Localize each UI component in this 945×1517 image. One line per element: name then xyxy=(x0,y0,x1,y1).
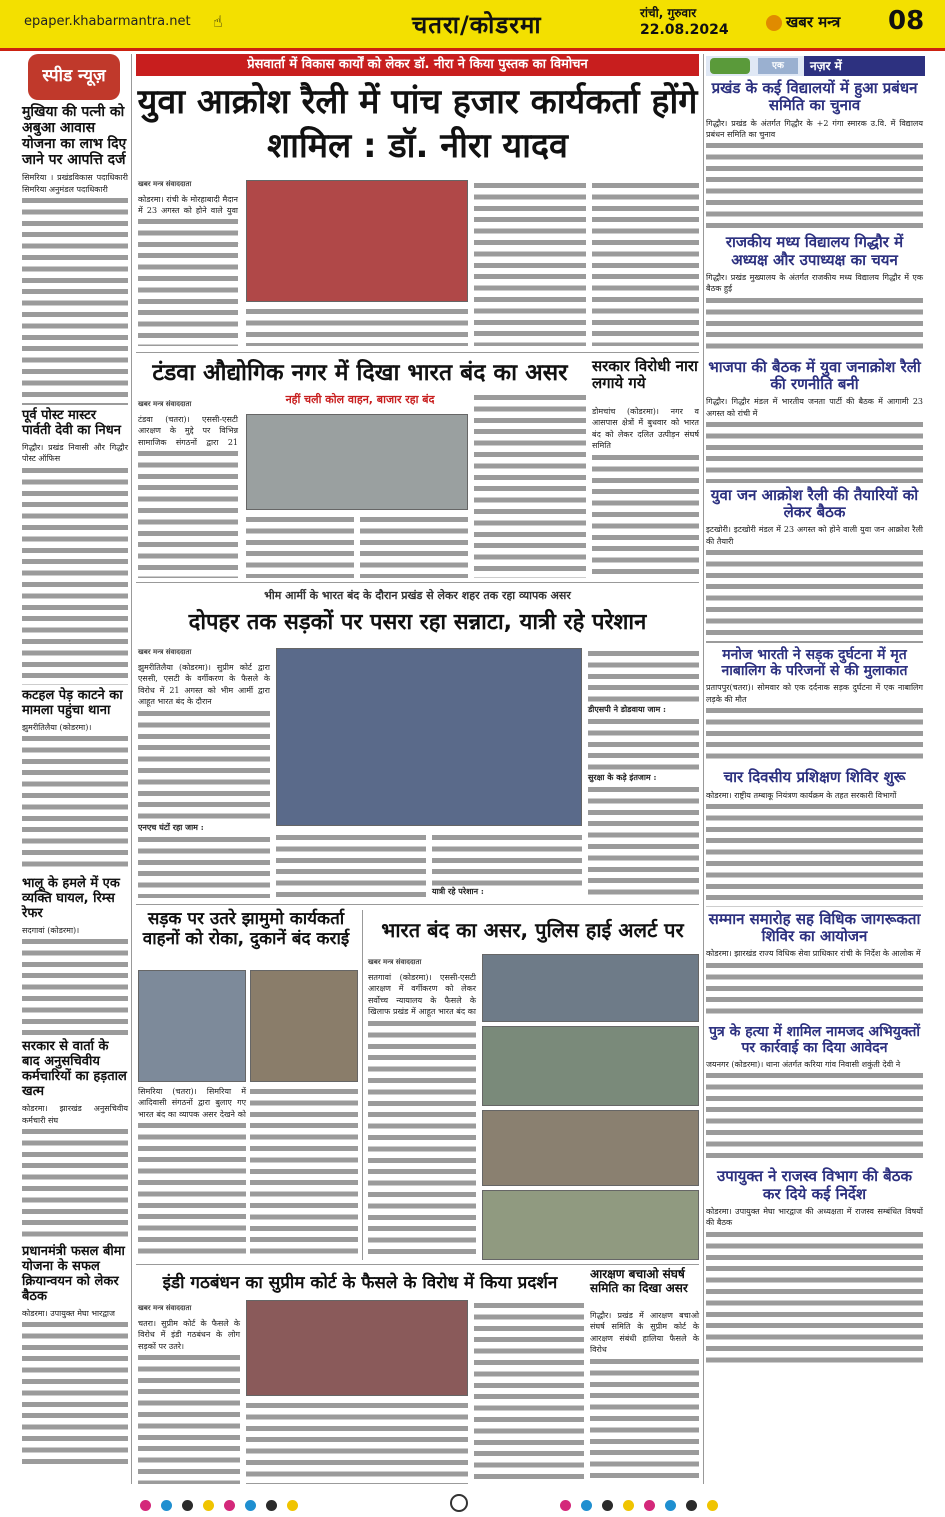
dumri-lead: डोमचांच (कोडरमा)। नगर व आसपास क्षेत्रों में बुधवार को भारत बंद को लेकर दलित उत्पीड़न संघर्ष समिति xyxy=(592,407,699,451)
speed-body-2 xyxy=(22,465,128,685)
speed-lead-5: कोडरमा। झारखंड अनुसचिवीय कर्मचारी संघ xyxy=(22,1104,128,1125)
column-rule-left xyxy=(131,54,132,1484)
right-lead-7: कोडरमा। झारखंड राज्य विधिक सेवा प्राधिकार रांची के निर्देश के आलोक में xyxy=(706,949,921,959)
section-title: चतरा/कोडरमा xyxy=(412,11,542,39)
rule-alert xyxy=(136,1264,699,1265)
right-lead-8: जयनगर (कोडरमा)। थाना अंतर्गत करिया गांव निवासी शकुंती देवी ने xyxy=(706,1060,901,1069)
footer-color-dot xyxy=(686,1500,697,1511)
footer-color-dot xyxy=(560,1500,571,1511)
sannata-body-col4b xyxy=(588,716,699,770)
tandwa-body-col4 xyxy=(474,392,586,578)
masthead xyxy=(0,0,945,48)
footer-color-dot xyxy=(266,1500,277,1511)
right-body-8 xyxy=(706,1070,923,1164)
rule-jmm xyxy=(362,910,363,1260)
right-body-1 xyxy=(706,140,923,230)
tandwa-lead: टंडवा (चतरा)। एससी-एसटी आरक्षण के मुद्दे पर विभिन्न सामाजिक संगठनों द्वारा 21 xyxy=(138,415,238,447)
map-icon xyxy=(710,58,750,74)
sannata-body-col1 xyxy=(138,708,270,820)
right-body-4 xyxy=(706,547,923,643)
lead-body-col1 xyxy=(138,216,238,346)
right-lead-6: कोडरमा। राष्ट्रीय तम्बाकू नियंत्रण कार्यक्रम के तहत सरकारी विभागों xyxy=(706,790,897,800)
footer-dots-right xyxy=(560,1496,728,1510)
footer-color-dot xyxy=(665,1500,676,1511)
sannata-byline: खबर मन्त्र संवाददाता xyxy=(138,648,192,656)
lead-headline: युवा आक्रोश रैली में पांच हजार कार्यकर्ता होंगे शामिल : डॉ. नीरा यादव xyxy=(137,82,698,166)
arakshan-body xyxy=(590,1356,699,1484)
lead-lead: कोडरमा। रांची के मोरहाबादी मैदान में 23 अगस्त को होने वाले युवा xyxy=(138,195,238,216)
jmm-body-col1 xyxy=(138,1120,246,1260)
right-headline-3: भाजपा की बैठक में युवा जनाक्रोश रैली की रणनीति बनी xyxy=(708,357,921,393)
right-lead-1: गिद्धौर। प्रखंड के अंतर्गत गिद्धौर के +2 गंगा स्मारक उ.वि. में विद्यालय प्रबंधन समिति का चुनाव xyxy=(706,118,923,139)
right-headline-5: मनोज भारती ने सड़क दुर्घटना में मृत नाबालिग के परिजनों से की मुलाकात xyxy=(721,647,908,680)
alert-lead: सतगावां (कोडरमा)। एससी-एसटी आरक्षण में वर्गीकरण को लेकर सर्वोच्च न्यायालय के फैसले के खिलाफ प्रखंड में आहूत भारत बंद का xyxy=(368,973,476,1017)
india-body-col2 xyxy=(246,1400,468,1484)
speed-headline-2: पूर्व पोस्ट मास्टर पार्वती देवी का निधन xyxy=(22,408,121,439)
speed-lead-4: सदगावां (कोडरमा)। xyxy=(22,925,80,935)
alert-photo-3 xyxy=(482,1110,699,1186)
speed-headline-1: मुखिया की पत्नी को अबुआ आवास योजना का लाभ दिए जाने पर आपत्ति दर्ज xyxy=(22,104,127,169)
alert-photo-4 xyxy=(482,1190,699,1260)
kicker-top: प्रेसवार्ता में विकास कार्यों को लेकर डॉ. नीरा ने किया पुस्तक का विमोचन xyxy=(136,54,699,76)
rule-sannata xyxy=(136,904,699,905)
site-url[interactable]: epaper.khabarmantra.net xyxy=(24,14,191,29)
right-headline-4: युवा जन आक्रोश रैली की तैयारियों को लेकर बैठक xyxy=(710,485,919,522)
right-lead-2: गिद्धौर। प्रखंड मुख्यालय के अंतर्गत राजकीय मध्य विद्यालय गिद्धौर में एक बैठक हुई xyxy=(706,272,923,294)
speed-body-3 xyxy=(22,733,128,873)
alert-byline: खबर मन्त्र संवाददाता xyxy=(368,958,422,966)
kicker-bharat: भीम आर्मी के भारत बंद के दौरान प्रखंड से लेकर शहर तक रहा व्यापक असर xyxy=(264,589,571,602)
alert-headline: भारत बंद का असर, पुलिस हाई अलर्ट पर xyxy=(381,918,684,942)
right-body-5 xyxy=(706,705,923,765)
footer-color-dot xyxy=(161,1500,172,1511)
tandwa-headline: टंडवा औद्योगिक नगर में दिखा भारत बंद का असर xyxy=(152,360,568,386)
right-headline-6: चार दिवसीय प्रशिक्षण शिविर शुरू xyxy=(723,768,906,787)
sannata-headline: दोपहर तक सड़कों पर पसरा रहा सन्नाटा, यात्री रहे परेशान xyxy=(188,610,647,635)
dumri-headline: सरकार विरोधी नारा लगाये गये xyxy=(592,357,698,393)
tandwa-photo xyxy=(246,414,468,510)
footer-color-dot xyxy=(581,1500,592,1511)
alert-photo-2 xyxy=(482,1026,699,1106)
india-byline: खबर मन्त्र संवाददाता xyxy=(138,1304,192,1312)
india-body-col1 xyxy=(138,1352,240,1484)
speed-headline-6: प्रधानमंत्री फसल बीमा योजना के सफल क्रियान्वयन को लेकर बैठक xyxy=(22,1243,125,1304)
footer-color-dot xyxy=(203,1500,214,1511)
masthead-divider xyxy=(0,48,945,51)
tandwa-body-col1 xyxy=(138,448,238,578)
speed-body-5 xyxy=(22,1126,128,1241)
footer-color-dot xyxy=(224,1500,235,1511)
jmm-photo-1 xyxy=(138,970,246,1082)
tag-nazar: नज़र में xyxy=(804,56,925,76)
speed-news-label: स्पीड न्यूज़ xyxy=(42,66,106,86)
page-number: 08 xyxy=(888,6,925,36)
footer-color-dot xyxy=(182,1500,193,1511)
tandwa-body-col3 xyxy=(360,514,468,578)
rule-tandwa xyxy=(136,582,699,583)
speed-body-1 xyxy=(22,195,128,405)
lead-body-col3 xyxy=(474,180,586,346)
right-body-3 xyxy=(706,419,923,483)
sannata-body-col3 xyxy=(432,832,582,886)
edition-date: 22.08.2024 xyxy=(640,22,729,38)
footer-color-dot xyxy=(602,1500,613,1511)
right-column xyxy=(706,80,923,1484)
speed-lead-2: गिद्धौर। प्रखंड निवासी और गिद्धौर पोस्ट ऑफिस xyxy=(22,443,128,464)
edition-place: रांची, गुरुवार xyxy=(640,6,697,20)
right-lead-5: प्रतापपुर(चतरा)। सोमवार को एक दर्दनाक सड़क दुर्घटना में एक नाबालिग लड़के की मौत xyxy=(706,683,923,704)
pointer-icon: ☝ xyxy=(213,12,223,31)
lead-photo xyxy=(246,180,468,302)
right-tag-bar xyxy=(706,56,923,76)
right-headline-7: सम्मान समारोह सह विधिक जागरूकता शिविर का आयोजन xyxy=(708,909,921,946)
sannata-body-col4 xyxy=(588,648,699,702)
sannata-body-col4c xyxy=(588,784,699,898)
india-photo xyxy=(246,1300,468,1396)
footer-dots-left xyxy=(140,1496,308,1510)
right-body-2 xyxy=(706,295,923,355)
footer-color-dot xyxy=(644,1500,655,1511)
jmm-body-col2 xyxy=(250,1086,358,1260)
sannata-sub1: डीएसपी ने डोडवाया जाम : xyxy=(588,704,666,714)
speed-lead-3: झुमरीतिलैया (कोडरमा)। xyxy=(22,722,92,732)
arakshan-lead: गिद्धौर। प्रखंड में आरक्षण बचाओ संघर्ष समिति के सुप्रीम कोर्ट के आरक्षण संबंधी हालिया फैसले के विरोध xyxy=(590,1311,699,1355)
india-headline: इंडी गठबंधन का सुप्रीम कोर्ट के फैसले के विरोध में किया प्रदर्शन xyxy=(162,1273,558,1293)
sannata-body-col1b xyxy=(138,834,270,898)
alert-photo-1 xyxy=(482,954,699,1022)
sannata-sub2: सुरक्षा के कड़े इंतजाम : xyxy=(588,772,657,782)
footer-color-dot xyxy=(707,1500,718,1511)
right-lead-4: इटखोरी। इटखोरी मंडल में 23 अगस्त को होने वाली युवा जन आक्रोश रैली की तैयारी xyxy=(706,525,923,546)
speed-body-6 xyxy=(22,1319,128,1469)
right-body-9 xyxy=(706,1229,923,1369)
india-body-col3 xyxy=(474,1300,584,1484)
india-lead: चतरा। सुप्रीम कोर्ट के फैसले के विरोध में इंडी गठबंधन के लोग सड़कों पर उतरे। xyxy=(138,1319,240,1351)
rule-lead xyxy=(136,352,699,353)
jmm-headline: सड़क पर उतरे झामुमो कार्यकर्ता वाहनों को रोका, दुकानें बंद कराई xyxy=(142,909,350,949)
right-headline-1: प्रखंड के कई विद्यालयों में हुआ प्रबंधन समिति का चुनाव xyxy=(711,79,918,115)
sannata-body-col2 xyxy=(276,832,426,898)
footer-color-dot xyxy=(623,1500,634,1511)
right-headline-8: पुत्र के हत्या में शामिल नामजद अभियुक्तों पर कार्रवाई का दिया आवेदन xyxy=(709,1023,920,1056)
speed-news-badge xyxy=(28,54,120,100)
right-headline-2: राजकीय मध्य विद्यालय गिद्धौर में अध्यक्ष और उपाध्यक्ष का चयन xyxy=(725,233,904,269)
lead-body-col2 xyxy=(246,306,468,346)
speed-lead-1: सिमरिया । प्रखंडविकास पदाधिकारी सिमरिया अनुमंडल पदाधिकारी xyxy=(22,173,128,194)
tandwa-body-col2 xyxy=(246,514,354,578)
alert-body xyxy=(368,1018,476,1260)
sannata-photo xyxy=(276,648,582,826)
speed-lead-6: कोडरमा। उपायुक्त मेघा भारद्वाज xyxy=(22,1308,115,1318)
brand-logo xyxy=(766,12,840,32)
speed-headline-4: भालू के हमले में एक व्यक्ति घायल, रिम्स रेफर xyxy=(22,876,120,922)
jmm-photo-2 xyxy=(250,970,358,1082)
brand-name: खबर मन्त्र xyxy=(786,13,841,31)
speed-headline-3: कटहल पेड़ काटने का मामला पहुंचा थाना xyxy=(22,687,123,718)
column-rule-right xyxy=(703,54,704,1484)
sannata-sub3: एनएच घंटों रहा जाम : xyxy=(138,822,204,832)
registration-mark-icon xyxy=(450,1494,468,1512)
right-lead-3: गिद्धौर। गिद्धौर मंडल में भारतीय जनता पार्टी की बैठक में आगामी 23 अगस्त को रांची में xyxy=(706,397,923,418)
speed-headline-5: सरकार से वार्ता के बाद अनुसचिवीय कर्मचारियों का हड़ताल खत्म xyxy=(22,1039,127,1100)
right-lead-9: कोडरमा। उपायुक्त मेघा भारद्वाज की अध्यक्षता में राजस्व सम्बंधित विषयों की बैठक xyxy=(706,1206,923,1228)
jmm-lead: सिमरिया (चतरा)। सिमरिया में आदिवासी संगठनों द्वारा बुलाए गए भारत बंद का व्यापक असर देखने को xyxy=(138,1087,246,1119)
speed-body-4 xyxy=(22,936,128,1036)
footer-color-dot xyxy=(245,1500,256,1511)
speed-news-column xyxy=(22,104,128,1488)
lead-byline: खबर मन्त्र संवाददाता xyxy=(138,180,192,188)
tandwa-byline: खबर मन्त्र संवाददाता xyxy=(138,400,192,408)
arakshan-headline: आरक्षण बचाओ संघर्ष समिति का दिखा असर xyxy=(590,1267,688,1295)
sannata-sub4: यात्री रहे परेशान : xyxy=(432,886,484,896)
right-headline-9: उपायुक्त ने राजस्व विभाग की बैठक कर दिये कई निर्देश xyxy=(717,1167,912,1203)
tag-small: एक xyxy=(758,58,798,74)
sannata-lead: झुमरीतिलैया (कोडरमा)। सुप्रीम कोर्ट द्वारा एससी, एसटी के वर्गीकरण के फैसले के विरोध में 21 अगस्त को भीम आर्मी द्वारा आहूत भारत बंद के दौरान xyxy=(138,663,270,707)
lead-body-col4 xyxy=(592,180,699,346)
logo-icon xyxy=(766,15,782,31)
tandwa-subhead: नहीं चली कोल वाहन, बाजार रहा बंद xyxy=(285,393,435,406)
right-body-6 xyxy=(706,801,923,907)
footer-color-dot xyxy=(140,1500,151,1511)
dumri-body xyxy=(592,452,699,578)
right-body-7 xyxy=(706,960,923,1020)
footer-color-dot xyxy=(287,1500,298,1511)
